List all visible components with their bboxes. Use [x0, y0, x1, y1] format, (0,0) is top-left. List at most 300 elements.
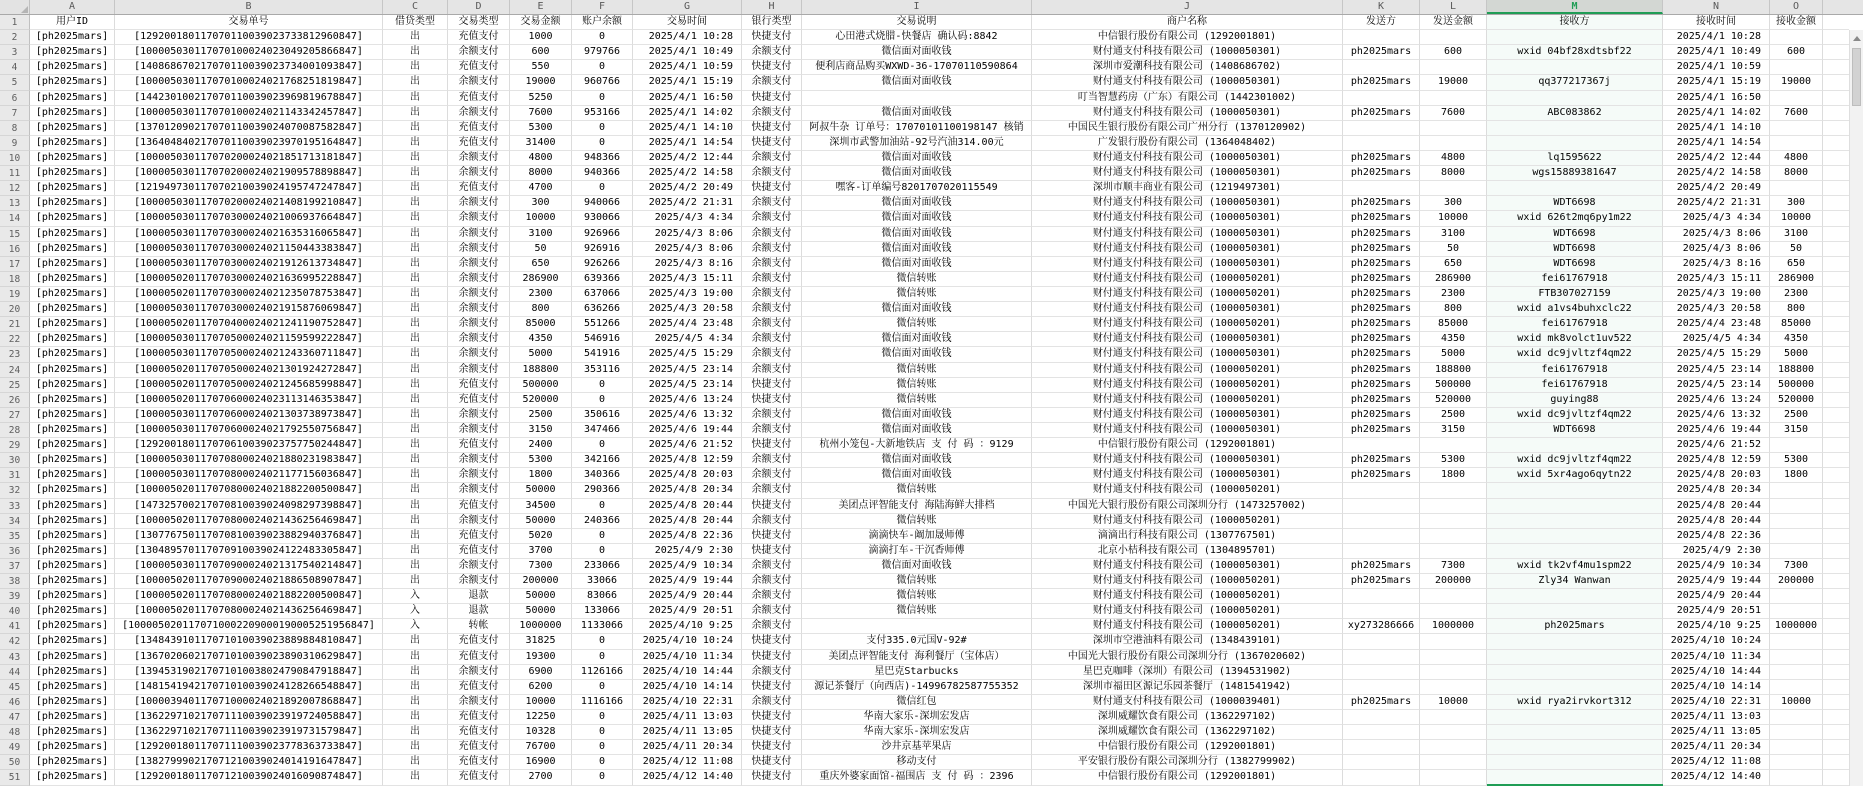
cell[interactable]: 4350 [1770, 332, 1823, 347]
cell[interactable]: [ph2025mars] [30, 665, 115, 680]
cell[interactable]: 2025/4/5 15:29 [1663, 347, 1770, 362]
cell[interactable]: ph2025mars [1487, 619, 1663, 634]
cell[interactable] [1420, 755, 1487, 770]
cell[interactable]: 余额支付 [448, 106, 510, 121]
cell[interactable] [1770, 181, 1823, 196]
select-all-corner[interactable] [0, 0, 30, 14]
cell[interactable]: 快捷支付 [742, 393, 802, 408]
cell[interactable]: 微信面对面收钱 [802, 75, 1032, 90]
cell[interactable] [1770, 483, 1823, 498]
cell[interactable]: 出 [383, 60, 448, 75]
cell[interactable]: 微信红包 [802, 695, 1032, 710]
cell[interactable]: 出 [383, 363, 448, 378]
cell[interactable] [1420, 499, 1487, 514]
cell[interactable]: 充值支付 [448, 770, 510, 785]
cell[interactable]: 1800 [510, 468, 572, 483]
cell[interactable] [1487, 710, 1663, 725]
cell[interactable]: [ph2025mars] [30, 106, 115, 121]
cell[interactable] [1770, 634, 1823, 649]
cell[interactable]: ph2025mars [1343, 347, 1420, 362]
row-header-15[interactable]: 15 [0, 227, 30, 242]
cell[interactable]: 2025/4/12 11:08 [633, 755, 742, 770]
cell[interactable]: [130776750117070810039023882940376847] [115, 529, 383, 544]
cell[interactable]: 中国光大银行股份有限公司深圳分行 (1367020602) [1032, 650, 1343, 665]
cell[interactable]: 5300 [1420, 453, 1487, 468]
cell[interactable]: 微信面对面收钱 [802, 106, 1032, 121]
row-header-10[interactable]: 10 [0, 151, 30, 166]
column-header-E[interactable]: E [510, 0, 572, 14]
column-label-I[interactable]: 交易说明 [802, 15, 1032, 30]
cell[interactable]: 546916 [572, 332, 633, 347]
cell[interactable]: 快捷支付 [742, 121, 802, 136]
cell[interactable]: 美团点评智能支付 海利餐厅（宝体店） [802, 650, 1032, 665]
cell[interactable]: [100005030117070600024021303738973847] [115, 408, 383, 423]
row-header-41[interactable]: 41 [0, 619, 30, 634]
cell[interactable]: 353116 [572, 363, 633, 378]
cell[interactable] [1770, 755, 1823, 770]
cell[interactable]: 余额支付 [742, 332, 802, 347]
column-label-M[interactable]: 接收方 [1487, 15, 1663, 30]
row-header-45[interactable]: 45 [0, 680, 30, 695]
cell-stub[interactable] [1823, 45, 1849, 60]
cell[interactable]: 美团点评智能支付 海陆海鲜大排档 [802, 499, 1032, 514]
cell[interactable]: 0 [572, 725, 633, 740]
cell[interactable]: [ph2025mars] [30, 725, 115, 740]
cell[interactable]: 926916 [572, 242, 633, 257]
cell[interactable]: 财付通支付科技有限公司 (1000050301) [1032, 75, 1343, 90]
cell[interactable]: 0 [572, 378, 633, 393]
cell[interactable]: [ph2025mars] [30, 317, 115, 332]
cell[interactable]: 出 [383, 227, 448, 242]
cell[interactable]: 200000 [1420, 574, 1487, 589]
cell[interactable]: 10000 [1770, 211, 1823, 226]
cell[interactable]: ph2025mars [1343, 151, 1420, 166]
cell[interactable]: 3150 [1770, 423, 1823, 438]
cell[interactable]: 中信银行股份有限公司 (1292001801) [1032, 740, 1343, 755]
cell[interactable]: 2025/4/3 19:00 [1663, 287, 1770, 302]
cell[interactable]: ph2025mars [1343, 272, 1420, 287]
cell[interactable]: ph2025mars [1343, 211, 1420, 226]
row-header-40[interactable]: 40 [0, 604, 30, 619]
cell[interactable]: 233066 [572, 559, 633, 574]
cell[interactable]: 充值支付 [448, 680, 510, 695]
cell[interactable]: 余额支付 [742, 604, 802, 619]
cell[interactable] [1487, 136, 1663, 151]
cell[interactable] [1487, 665, 1663, 680]
cell[interactable]: wxid dc9jvltzf4qm22 [1487, 347, 1663, 362]
column-header-F[interactable]: F [572, 0, 633, 14]
cell[interactable]: 入 [383, 604, 448, 619]
cell[interactable] [1343, 740, 1420, 755]
cell[interactable]: 余额支付 [448, 453, 510, 468]
cell[interactable]: 50 [510, 242, 572, 257]
cell[interactable]: 余额支付 [448, 574, 510, 589]
cell[interactable] [1770, 544, 1823, 559]
cell[interactable]: 200000 [510, 574, 572, 589]
cell[interactable]: [ph2025mars] [30, 211, 115, 226]
cell[interactable]: [148154194217071010039024128266548847] [115, 680, 383, 695]
cell[interactable]: 深圳市爱潮科技有限公司 (1408686702) [1032, 60, 1343, 75]
cell[interactable]: 快捷支付 [742, 181, 802, 196]
column-header-J[interactable]: J [1032, 0, 1343, 14]
cell-stub[interactable] [1823, 257, 1849, 272]
cell[interactable] [1487, 60, 1663, 75]
cell-stub[interactable] [1823, 166, 1849, 181]
column-header-K[interactable]: K [1343, 0, 1420, 14]
cell[interactable]: 财付通支付科技有限公司 (1000050301) [1032, 45, 1343, 60]
cell[interactable]: 滴滴打车-干沉香师傅 [802, 544, 1032, 559]
cell[interactable]: 350616 [572, 408, 633, 423]
cell[interactable]: 2025/4/12 14:40 [1663, 770, 1770, 785]
cell-stub[interactable] [1823, 136, 1849, 151]
cell[interactable]: fei61767918 [1487, 272, 1663, 287]
cell[interactable] [1420, 725, 1487, 740]
cell[interactable]: 2025/4/10 10:24 [1663, 634, 1770, 649]
cell[interactable]: 余额支付 [448, 483, 510, 498]
cell[interactable]: 华南大家乐-深圳宏发店 [802, 725, 1032, 740]
cell-stub[interactable] [1823, 544, 1849, 559]
row-header-7[interactable]: 7 [0, 106, 30, 121]
column-header-B[interactable]: B [115, 0, 383, 14]
cell-stub[interactable] [1823, 710, 1849, 725]
row-header-12[interactable]: 12 [0, 181, 30, 196]
cell[interactable] [1420, 634, 1487, 649]
cell-stub[interactable] [1823, 574, 1849, 589]
cell[interactable]: [ph2025mars] [30, 740, 115, 755]
cell[interactable]: [130489570117070910039024122483305847] [115, 544, 383, 559]
cell[interactable] [1487, 650, 1663, 665]
cell[interactable]: 出 [383, 378, 448, 393]
cell[interactable]: 2025/4/10 14:44 [633, 665, 742, 680]
cell[interactable]: 4700 [510, 181, 572, 196]
cell[interactable]: [ph2025mars] [30, 242, 115, 257]
cell[interactable]: [136229710217071110039023919724058847] [115, 710, 383, 725]
cell[interactable] [1343, 544, 1420, 559]
cell[interactable]: 1000000 [1770, 619, 1823, 634]
cell[interactable]: 便利店商品购买WXWD-36-17070110590864 [802, 60, 1032, 75]
cell[interactable] [1770, 121, 1823, 136]
cell[interactable]: 6900 [510, 665, 572, 680]
cell[interactable] [1770, 529, 1823, 544]
cell[interactable] [1343, 483, 1420, 498]
cell[interactable]: 2025/4/6 13:32 [633, 408, 742, 423]
cell-stub[interactable] [1823, 755, 1849, 770]
cell[interactable]: 微信面对面收钱 [802, 151, 1032, 166]
cell[interactable]: [ph2025mars] [30, 438, 115, 453]
cell[interactable]: fei61767918 [1487, 317, 1663, 332]
cell[interactable]: 2025/4/3 8:16 [633, 257, 742, 272]
cell[interactable]: [100005030117070300024021912613734847] [115, 257, 383, 272]
cell[interactable]: 余额支付 [448, 302, 510, 317]
row-header-29[interactable]: 29 [0, 438, 30, 453]
cell[interactable]: 快捷支付 [742, 755, 802, 770]
cell[interactable]: 0 [572, 136, 633, 151]
cell[interactable] [1420, 544, 1487, 559]
cell[interactable]: 余额支付 [448, 317, 510, 332]
cell[interactable]: [ph2025mars] [30, 453, 115, 468]
cell[interactable]: ph2025mars [1343, 408, 1420, 423]
column-label-D[interactable]: 交易类型 [448, 15, 510, 30]
cell[interactable]: [100005020117070900024021886508907847] [115, 574, 383, 589]
cell[interactable]: [ph2025mars] [30, 332, 115, 347]
cell[interactable]: 微信转账 [802, 574, 1032, 589]
cell[interactable]: 2025/4/11 13:05 [633, 725, 742, 740]
cell[interactable]: 快捷支付 [742, 634, 802, 649]
cell[interactable]: 10000 [1420, 695, 1487, 710]
cell-stub[interactable] [1823, 30, 1849, 45]
row-header-9[interactable]: 9 [0, 136, 30, 151]
cell[interactable]: 余额支付 [448, 423, 510, 438]
cell[interactable]: 50000 [510, 514, 572, 529]
cell[interactable]: 出 [383, 242, 448, 257]
cell[interactable]: 2025/4/1 10:59 [1663, 60, 1770, 75]
cell[interactable]: 3100 [1420, 227, 1487, 242]
cell[interactable]: 入 [383, 619, 448, 634]
cell[interactable]: 85000 [1420, 317, 1487, 332]
cell-stub[interactable] [1823, 589, 1849, 604]
cell[interactable]: 微信面对面收钱 [802, 559, 1032, 574]
cell[interactable]: 8000 [510, 166, 572, 181]
cell[interactable]: ph2025mars [1343, 695, 1420, 710]
cell[interactable] [1770, 650, 1823, 665]
cell[interactable]: 650 [1420, 257, 1487, 272]
column-header-H[interactable]: H [742, 0, 802, 14]
cell[interactable]: 1000000 [510, 619, 572, 634]
cell[interactable]: 5000 [1420, 347, 1487, 362]
cell[interactable]: [ph2025mars] [30, 680, 115, 695]
cell[interactable]: 中信银行股份有限公司 (1292001801) [1032, 770, 1343, 785]
cell[interactable]: 2025/4/2 14:58 [633, 166, 742, 181]
cell[interactable]: 16900 [510, 755, 572, 770]
cell[interactable]: [ph2025mars] [30, 91, 115, 106]
cell[interactable] [1420, 665, 1487, 680]
cell[interactable]: 2700 [510, 770, 572, 785]
cell[interactable]: 2025/4/8 20:44 [633, 499, 742, 514]
cell[interactable]: 2025/4/2 12:44 [633, 151, 742, 166]
cell[interactable]: 移动支付 [802, 755, 1032, 770]
cell[interactable]: 2025/4/11 13:03 [633, 710, 742, 725]
cell[interactable] [1770, 604, 1823, 619]
cell[interactable] [1770, 136, 1823, 151]
cell[interactable]: 余额支付 [742, 151, 802, 166]
cell[interactable]: 支付335.0元国V-92# [802, 634, 1032, 649]
cell[interactable]: 7600 [1770, 106, 1823, 121]
cell[interactable]: 2025/4/6 19:44 [633, 423, 742, 438]
cell[interactable]: [ph2025mars] [30, 423, 115, 438]
cell[interactable]: 出 [383, 514, 448, 529]
cell-stub[interactable] [1823, 211, 1849, 226]
row-header-49[interactable]: 49 [0, 740, 30, 755]
cell[interactable]: 余额支付 [742, 408, 802, 423]
row-header-20[interactable]: 20 [0, 302, 30, 317]
cell[interactable]: 财付通支付科技有限公司 (1000050201) [1032, 378, 1343, 393]
cell[interactable]: 财付通支付科技有限公司 (1000050301) [1032, 468, 1343, 483]
cell[interactable]: 930066 [572, 211, 633, 226]
cell-stub[interactable] [1823, 650, 1849, 665]
cell[interactable]: 充值支付 [448, 438, 510, 453]
cell[interactable]: 星巴克Starbucks [802, 665, 1032, 680]
cell[interactable]: [100005030117070200024021851713181847] [115, 151, 383, 166]
cell[interactable]: [100005030117070500024021159599222847] [115, 332, 383, 347]
cell[interactable]: [ph2025mars] [30, 634, 115, 649]
cell[interactable]: 出 [383, 559, 448, 574]
cell[interactable]: 财付通支付科技有限公司 (1000050301) [1032, 423, 1343, 438]
cell[interactable]: 余额支付 [448, 242, 510, 257]
cell[interactable]: [100005030117070500024021243360711847] [115, 347, 383, 362]
cell[interactable]: 充值支付 [448, 529, 510, 544]
cell[interactable]: 余额支付 [448, 695, 510, 710]
cell[interactable]: 83066 [572, 589, 633, 604]
cell[interactable]: 5250 [510, 91, 572, 106]
cell[interactable] [1487, 589, 1663, 604]
cell[interactable] [1487, 483, 1663, 498]
cell[interactable]: 800 [1420, 302, 1487, 317]
cell[interactable]: 出 [383, 650, 448, 665]
cell[interactable]: 2025/4/8 20:03 [633, 468, 742, 483]
cell-stub[interactable] [1823, 317, 1849, 332]
cell[interactable]: 微信面对面收钱 [802, 257, 1032, 272]
cell[interactable]: [ph2025mars] [30, 483, 115, 498]
cell[interactable]: 微信转账 [802, 604, 1032, 619]
row-header-32[interactable]: 32 [0, 483, 30, 498]
cell[interactable]: [ph2025mars] [30, 559, 115, 574]
cell[interactable]: 520000 [1420, 393, 1487, 408]
cell[interactable] [1420, 136, 1487, 151]
cell[interactable]: 快捷支付 [742, 30, 802, 45]
cell[interactable]: 2025/4/3 15:11 [1663, 272, 1770, 287]
cell[interactable]: 出 [383, 740, 448, 755]
cell[interactable]: 2025/4/3 8:06 [633, 242, 742, 257]
cell[interactable]: 余额支付 [742, 227, 802, 242]
column-header-L[interactable]: L [1420, 0, 1487, 14]
cell[interactable]: 2025/4/9 20:44 [633, 589, 742, 604]
row-header-39[interactable]: 39 [0, 589, 30, 604]
cell[interactable]: 50 [1420, 242, 1487, 257]
cell[interactable]: 余额支付 [742, 211, 802, 226]
cell[interactable]: [ph2025mars] [30, 710, 115, 725]
cell[interactable]: ph2025mars [1343, 257, 1420, 272]
cell[interactable]: 342166 [572, 453, 633, 468]
cell[interactable]: WDT6698 [1487, 423, 1663, 438]
cell[interactable]: 2500 [510, 408, 572, 423]
column-header-I[interactable]: I [802, 0, 1032, 14]
cell[interactable]: [136229710217071110039023919731579847] [115, 725, 383, 740]
cell[interactable]: 926266 [572, 257, 633, 272]
cell[interactable]: ph2025mars [1343, 287, 1420, 302]
cell[interactable]: 2025/4/1 10:49 [633, 45, 742, 60]
cell[interactable]: 2025/4/4 23:48 [1663, 317, 1770, 332]
cell[interactable]: 3700 [510, 544, 572, 559]
cell[interactable]: [ph2025mars] [30, 181, 115, 196]
cell[interactable]: 北京小桔科技有限公司 (1304895701) [1032, 544, 1343, 559]
cell[interactable] [1420, 121, 1487, 136]
cell[interactable]: [ph2025mars] [30, 151, 115, 166]
cell[interactable]: 2025/4/3 4:34 [1663, 211, 1770, 226]
cell[interactable]: 240366 [572, 514, 633, 529]
cell[interactable]: 2025/4/2 14:58 [1663, 166, 1770, 181]
cell[interactable] [1343, 121, 1420, 136]
cell[interactable]: 余额支付 [448, 665, 510, 680]
cell[interactable]: ph2025mars [1343, 242, 1420, 257]
cell[interactable]: [144230100217070110039023969819678847] [115, 91, 383, 106]
cell[interactable]: 300 [510, 196, 572, 211]
cell[interactable] [1343, 680, 1420, 695]
cell[interactable]: 2025/4/4 23:48 [633, 317, 742, 332]
cell[interactable]: [ph2025mars] [30, 75, 115, 90]
cell-stub[interactable] [1823, 559, 1849, 574]
cell[interactable]: 充值支付 [448, 393, 510, 408]
cell[interactable]: 520000 [1770, 393, 1823, 408]
cell[interactable]: 余额支付 [448, 347, 510, 362]
cell[interactable] [1770, 589, 1823, 604]
cell[interactable]: 出 [383, 634, 448, 649]
column-header-A[interactable]: A [30, 0, 115, 14]
cell[interactable]: 31825 [510, 634, 572, 649]
cell[interactable]: [ph2025mars] [30, 30, 115, 45]
cell-stub[interactable] [1823, 695, 1849, 710]
cell[interactable]: 7300 [1420, 559, 1487, 574]
row-header-1[interactable]: 1 [0, 15, 30, 30]
cell[interactable]: 0 [572, 30, 633, 45]
cell[interactable]: 出 [383, 468, 448, 483]
cell-stub[interactable] [1823, 483, 1849, 498]
cell[interactable] [1487, 181, 1663, 196]
cell[interactable]: 出 [383, 710, 448, 725]
cell[interactable]: 余额支付 [742, 317, 802, 332]
row-header-23[interactable]: 23 [0, 347, 30, 362]
cell[interactable]: 290366 [572, 483, 633, 498]
cell[interactable]: 636266 [572, 302, 633, 317]
cell[interactable]: ph2025mars [1343, 453, 1420, 468]
row-header-17[interactable]: 17 [0, 257, 30, 272]
cell[interactable]: 2025/4/11 13:03 [1663, 710, 1770, 725]
cell[interactable]: 600 [1420, 45, 1487, 60]
cell[interactable] [1770, 60, 1823, 75]
cell[interactable]: 2025/4/1 14:10 [633, 121, 742, 136]
cell[interactable]: 4800 [1420, 151, 1487, 166]
cell[interactable]: 76700 [510, 740, 572, 755]
column-label-A[interactable]: 用户ID [30, 15, 115, 30]
row-header-43[interactable]: 43 [0, 650, 30, 665]
cell[interactable]: 财付通支付科技有限公司 (1000050201) [1032, 393, 1343, 408]
cell[interactable]: [100005030117070300024021150443383847] [115, 242, 383, 257]
cell[interactable]: 0 [572, 680, 633, 695]
cell[interactable]: 0 [572, 60, 633, 75]
cell[interactable]: 中国民生银行股份有限公司广州分行 (1370120902) [1032, 121, 1343, 136]
cell[interactable]: 2025/4/6 19:44 [1663, 423, 1770, 438]
cell[interactable]: 重庆外婆家面馆-福围店 支 付 码 ：2396 [802, 770, 1032, 785]
cell[interactable]: 550 [510, 60, 572, 75]
cell[interactable]: 800 [1770, 302, 1823, 317]
cell[interactable]: 中国光大银行股份有限公司深圳分行 (1473257002) [1032, 499, 1343, 514]
cell[interactable]: [1000050201170710002209000190005251956847] [115, 619, 383, 634]
cell[interactable]: 0 [572, 634, 633, 649]
cell[interactable]: 财付通支付科技有限公司 (1000050301) [1032, 332, 1343, 347]
row-header-35[interactable]: 35 [0, 529, 30, 544]
cell[interactable] [1487, 634, 1663, 649]
column-header-N[interactable]: N [1663, 0, 1770, 14]
cell[interactable]: 2025/4/6 21:52 [633, 438, 742, 453]
cell[interactable]: ph2025mars [1343, 166, 1420, 181]
cell[interactable]: 微信转账 [802, 483, 1032, 498]
cell[interactable]: 余额支付 [742, 423, 802, 438]
cell[interactable]: 948366 [572, 151, 633, 166]
cell[interactable]: 退款 [448, 604, 510, 619]
row-header-31[interactable]: 31 [0, 468, 30, 483]
cell[interactable]: 出 [383, 453, 448, 468]
cell[interactable]: 0 [572, 91, 633, 106]
cell[interactable]: 余额支付 [742, 514, 802, 529]
